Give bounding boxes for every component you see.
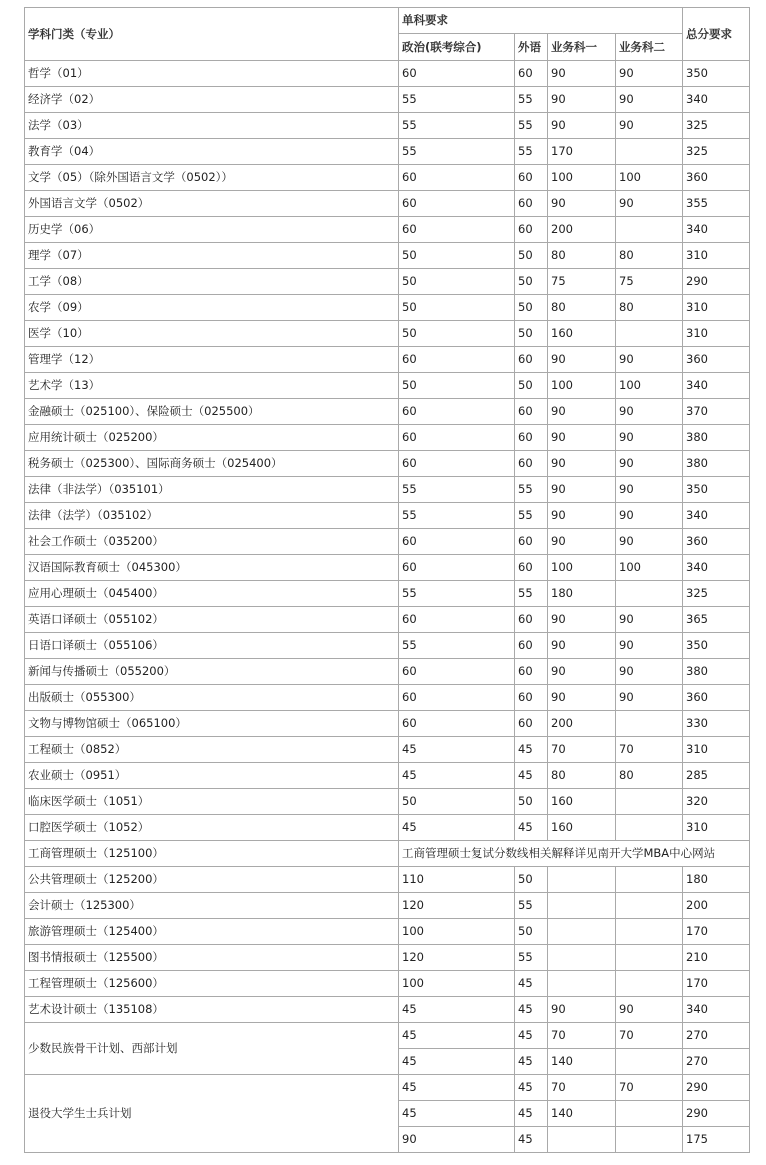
subject-1-cell: 200 (548, 217, 616, 243)
foreign-language-cell: 45 (515, 815, 548, 841)
subject-2-cell: 90 (616, 503, 683, 529)
category-cell: 农学（09） (25, 295, 399, 321)
politics-cell: 45 (399, 763, 515, 789)
table-row (25, 321, 750, 347)
politics-cell: 55 (399, 87, 515, 113)
foreign-language-cell: 45 (515, 737, 548, 763)
foreign-language-cell: 55 (515, 139, 548, 165)
total-cell: 340 (683, 373, 750, 399)
foreign-language-cell: 60 (515, 711, 548, 737)
subject-1-cell: 90 (548, 61, 616, 87)
subject-1-cell: 140 (548, 1101, 616, 1127)
subject-2-cell: 90 (616, 477, 683, 503)
total-cell: 350 (683, 477, 750, 503)
foreign-language-cell: 60 (515, 217, 548, 243)
table-row (25, 919, 750, 945)
total-cell: 325 (683, 139, 750, 165)
subject-1-cell: 90 (548, 503, 616, 529)
subject-1-cell: 90 (548, 113, 616, 139)
category-cell: 汉语国际教育硕士（045300） (25, 555, 399, 581)
total-cell: 350 (683, 633, 750, 659)
category-cell: 艺术学（13） (25, 373, 399, 399)
subject-1-cell: 90 (548, 607, 616, 633)
subject-1-cell (548, 945, 616, 971)
politics-cell: 100 (399, 971, 515, 997)
category-cell: 历史学（06） (25, 217, 399, 243)
total-cell: 270 (683, 1023, 750, 1049)
header-category: 学科门类（专业） (25, 8, 399, 61)
subject-1-cell: 100 (548, 165, 616, 191)
category-cell: 农业硕士（0951） (25, 763, 399, 789)
table-row (25, 893, 750, 919)
subject-1-cell: 75 (548, 269, 616, 295)
category-cell: 工程硕士（0852） (25, 737, 399, 763)
foreign-language-cell: 60 (515, 607, 548, 633)
politics-cell: 60 (399, 529, 515, 555)
foreign-language-cell: 50 (515, 321, 548, 347)
subject-2-cell (616, 815, 683, 841)
mba-note-cell: 工商管理硕士复试分数线相关解释详见南开大学MBA中心网站 (399, 841, 750, 867)
table-row-mba (25, 841, 750, 867)
subject-1-cell: 90 (548, 659, 616, 685)
table-row-minority (25, 1023, 750, 1049)
table-row (25, 399, 750, 425)
foreign-language-cell: 60 (515, 165, 548, 191)
table-row (25, 971, 750, 997)
politics-cell: 45 (399, 1101, 515, 1127)
subject-2-cell (616, 321, 683, 347)
politics-cell: 55 (399, 139, 515, 165)
subject-2-cell: 70 (616, 1075, 683, 1101)
subject-2-cell: 90 (616, 425, 683, 451)
politics-cell: 55 (399, 581, 515, 607)
subject-2-cell (616, 581, 683, 607)
category-cell: 退役大学生士兵计划 (25, 1075, 399, 1153)
total-cell: 365 (683, 607, 750, 633)
subject-2-cell: 90 (616, 61, 683, 87)
total-cell: 360 (683, 165, 750, 191)
politics-cell: 110 (399, 867, 515, 893)
total-cell: 170 (683, 919, 750, 945)
subject-2-cell (616, 893, 683, 919)
table-row (25, 945, 750, 971)
politics-cell: 100 (399, 919, 515, 945)
subject-1-cell: 90 (548, 425, 616, 451)
header-subject-1: 业务科一 (548, 34, 616, 61)
subject-1-cell: 160 (548, 321, 616, 347)
politics-cell: 50 (399, 373, 515, 399)
category-cell: 理学（07） (25, 243, 399, 269)
subject-1-cell (548, 1127, 616, 1153)
subject-2-cell: 90 (616, 113, 683, 139)
politics-cell: 60 (399, 685, 515, 711)
foreign-language-cell: 55 (515, 113, 548, 139)
category-cell: 外国语言文学（0502） (25, 191, 399, 217)
category-cell: 管理学（12） (25, 347, 399, 373)
category-cell: 英语口译硕士（055102） (25, 607, 399, 633)
table-row (25, 217, 750, 243)
category-cell: 工商管理硕士（125100） (25, 841, 399, 867)
header-total: 总分要求 (683, 8, 750, 61)
subject-1-cell: 70 (548, 737, 616, 763)
subject-2-cell: 90 (616, 87, 683, 113)
total-cell: 290 (683, 269, 750, 295)
subject-2-cell (616, 971, 683, 997)
category-cell: 金融硕士（025100）、保险硕士（025500） (25, 399, 399, 425)
total-cell: 200 (683, 893, 750, 919)
table-row (25, 503, 750, 529)
foreign-language-cell: 45 (515, 971, 548, 997)
header-politics: 政治(联考综合) (399, 34, 515, 61)
total-cell: 310 (683, 321, 750, 347)
table-row (25, 633, 750, 659)
foreign-language-cell: 50 (515, 295, 548, 321)
politics-cell: 45 (399, 1075, 515, 1101)
foreign-language-cell: 60 (515, 633, 548, 659)
category-cell: 图书情报硕士（125500） (25, 945, 399, 971)
politics-cell: 60 (399, 555, 515, 581)
category-cell: 日语口译硕士（055106） (25, 633, 399, 659)
total-cell: 330 (683, 711, 750, 737)
foreign-language-cell: 55 (515, 503, 548, 529)
subject-2-cell (616, 1049, 683, 1075)
total-cell: 380 (683, 451, 750, 477)
category-cell: 口腔医学硕士（1052） (25, 815, 399, 841)
header-subject-2: 业务科二 (616, 34, 683, 61)
table-row (25, 191, 750, 217)
politics-cell: 60 (399, 607, 515, 633)
subject-2-cell (616, 945, 683, 971)
total-cell: 310 (683, 737, 750, 763)
politics-cell: 60 (399, 165, 515, 191)
table-row (25, 659, 750, 685)
subject-2-cell: 90 (616, 659, 683, 685)
foreign-language-cell: 55 (515, 477, 548, 503)
total-cell: 320 (683, 789, 750, 815)
table-row (25, 815, 750, 841)
category-cell: 少数民族骨干计划、西部计划 (25, 1023, 399, 1075)
table-row (25, 451, 750, 477)
total-cell: 380 (683, 425, 750, 451)
total-cell: 310 (683, 243, 750, 269)
total-cell: 370 (683, 399, 750, 425)
politics-cell: 55 (399, 113, 515, 139)
foreign-language-cell: 50 (515, 269, 548, 295)
foreign-language-cell: 55 (515, 581, 548, 607)
subject-2-cell: 100 (616, 555, 683, 581)
politics-cell: 45 (399, 815, 515, 841)
total-cell: 340 (683, 555, 750, 581)
subject-1-cell: 90 (548, 347, 616, 373)
table-row (25, 243, 750, 269)
politics-cell: 45 (399, 737, 515, 763)
subject-2-cell: 90 (616, 399, 683, 425)
subject-2-cell: 90 (616, 633, 683, 659)
politics-cell: 60 (399, 399, 515, 425)
header-single-subject: 单科要求 (399, 8, 683, 34)
category-cell: 临床医学硕士（1051） (25, 789, 399, 815)
subject-2-cell: 100 (616, 373, 683, 399)
politics-cell: 50 (399, 321, 515, 347)
table-row (25, 555, 750, 581)
politics-cell: 60 (399, 347, 515, 373)
total-cell: 380 (683, 659, 750, 685)
subject-1-cell: 100 (548, 555, 616, 581)
table-row (25, 867, 750, 893)
table-row-veteran (25, 1075, 750, 1101)
subject-2-cell: 90 (616, 997, 683, 1023)
category-cell: 法学（03） (25, 113, 399, 139)
category-cell: 应用统计硕士（025200） (25, 425, 399, 451)
subject-1-cell: 90 (548, 451, 616, 477)
subject-2-cell: 80 (616, 763, 683, 789)
subject-1-cell: 80 (548, 243, 616, 269)
category-cell: 工程管理硕士（125600） (25, 971, 399, 997)
subject-1-cell: 90 (548, 87, 616, 113)
foreign-language-cell: 45 (515, 1127, 548, 1153)
foreign-language-cell: 55 (515, 87, 548, 113)
total-cell: 310 (683, 295, 750, 321)
subject-2-cell: 70 (616, 1023, 683, 1049)
politics-cell: 45 (399, 997, 515, 1023)
politics-cell: 45 (399, 1023, 515, 1049)
category-cell: 新闻与传播硕士（055200） (25, 659, 399, 685)
politics-cell: 60 (399, 425, 515, 451)
subject-1-cell: 180 (548, 581, 616, 607)
foreign-language-cell: 45 (515, 1075, 548, 1101)
total-cell: 180 (683, 867, 750, 893)
category-cell: 旅游管理硕士（125400） (25, 919, 399, 945)
table-row (25, 477, 750, 503)
politics-cell: 55 (399, 633, 515, 659)
category-cell: 出版硕士（055300） (25, 685, 399, 711)
category-cell: 教育学（04） (25, 139, 399, 165)
foreign-language-cell: 50 (515, 373, 548, 399)
subject-2-cell (616, 139, 683, 165)
foreign-language-cell: 50 (515, 243, 548, 269)
foreign-language-cell: 60 (515, 555, 548, 581)
subject-2-cell: 100 (616, 165, 683, 191)
category-cell: 哲学（01） (25, 61, 399, 87)
subject-2-cell: 90 (616, 685, 683, 711)
total-cell: 170 (683, 971, 750, 997)
subject-1-cell: 90 (548, 997, 616, 1023)
category-cell: 文学（05）（除外国语言文学（0502）） (25, 165, 399, 191)
category-cell: 社会工作硕士（035200） (25, 529, 399, 555)
subject-2-cell: 90 (616, 451, 683, 477)
total-cell: 290 (683, 1075, 750, 1101)
category-cell: 艺术设计硕士（135108） (25, 997, 399, 1023)
category-cell: 会计硕士（125300） (25, 893, 399, 919)
subject-2-cell: 90 (616, 347, 683, 373)
total-cell: 360 (683, 529, 750, 555)
total-cell: 325 (683, 113, 750, 139)
table-row (25, 61, 750, 87)
subject-1-cell (548, 919, 616, 945)
total-cell: 290 (683, 1101, 750, 1127)
category-cell: 税务硕士（025300）、国际商务硕士（025400） (25, 451, 399, 477)
table-row (25, 685, 750, 711)
subject-1-cell: 90 (548, 399, 616, 425)
subject-1-cell: 90 (548, 633, 616, 659)
table-row (25, 763, 750, 789)
table-row (25, 87, 750, 113)
foreign-language-cell: 45 (515, 997, 548, 1023)
foreign-language-cell: 50 (515, 867, 548, 893)
total-cell: 360 (683, 685, 750, 711)
total-cell: 310 (683, 815, 750, 841)
foreign-language-cell: 60 (515, 659, 548, 685)
foreign-language-cell: 60 (515, 451, 548, 477)
politics-cell: 50 (399, 295, 515, 321)
subject-1-cell: 90 (548, 685, 616, 711)
politics-cell: 50 (399, 269, 515, 295)
category-cell: 经济学（02） (25, 87, 399, 113)
category-cell: 工学（08） (25, 269, 399, 295)
subject-1-cell: 90 (548, 529, 616, 555)
table-row (25, 425, 750, 451)
politics-cell: 45 (399, 1049, 515, 1075)
table-row (25, 529, 750, 555)
category-cell: 公共管理硕士（125200） (25, 867, 399, 893)
foreign-language-cell: 45 (515, 763, 548, 789)
header-row-1 (25, 8, 750, 34)
subject-2-cell (616, 789, 683, 815)
foreign-language-cell: 60 (515, 425, 548, 451)
foreign-language-cell: 45 (515, 1049, 548, 1075)
subject-2-cell: 90 (616, 191, 683, 217)
subject-2-cell (616, 919, 683, 945)
politics-cell: 120 (399, 945, 515, 971)
table-row (25, 997, 750, 1023)
subject-2-cell (616, 1101, 683, 1127)
total-cell: 355 (683, 191, 750, 217)
foreign-language-cell: 55 (515, 893, 548, 919)
foreign-language-cell: 60 (515, 685, 548, 711)
politics-cell: 50 (399, 789, 515, 815)
total-cell: 325 (683, 581, 750, 607)
subject-1-cell: 160 (548, 815, 616, 841)
subject-1-cell: 100 (548, 373, 616, 399)
table-row (25, 711, 750, 737)
category-cell: 应用心理硕士（045400） (25, 581, 399, 607)
header-foreign-language: 外语 (515, 34, 548, 61)
total-cell: 360 (683, 347, 750, 373)
table-row (25, 269, 750, 295)
politics-cell: 55 (399, 477, 515, 503)
foreign-language-cell: 60 (515, 399, 548, 425)
total-cell: 340 (683, 87, 750, 113)
total-cell: 340 (683, 503, 750, 529)
subject-2-cell: 80 (616, 243, 683, 269)
category-cell: 法律（非法学）（035101） (25, 477, 399, 503)
table-row (25, 581, 750, 607)
subject-1-cell: 80 (548, 295, 616, 321)
politics-cell: 60 (399, 659, 515, 685)
table-row (25, 165, 750, 191)
foreign-language-cell: 55 (515, 945, 548, 971)
foreign-language-cell: 60 (515, 191, 548, 217)
category-cell: 文物与博物馆硕士（065100） (25, 711, 399, 737)
subject-1-cell: 200 (548, 711, 616, 737)
politics-cell: 60 (399, 451, 515, 477)
foreign-language-cell: 60 (515, 529, 548, 555)
category-cell: 医学（10） (25, 321, 399, 347)
subject-2-cell (616, 711, 683, 737)
total-cell: 340 (683, 217, 750, 243)
subject-1-cell (548, 893, 616, 919)
politics-cell: 55 (399, 503, 515, 529)
politics-cell: 60 (399, 711, 515, 737)
subject-1-cell: 70 (548, 1023, 616, 1049)
subject-2-cell (616, 217, 683, 243)
subject-1-cell: 80 (548, 763, 616, 789)
politics-cell: 50 (399, 243, 515, 269)
subject-1-cell: 90 (548, 477, 616, 503)
total-cell: 175 (683, 1127, 750, 1153)
subject-2-cell (616, 867, 683, 893)
subject-1-cell: 90 (548, 191, 616, 217)
subject-2-cell: 75 (616, 269, 683, 295)
table-row (25, 737, 750, 763)
subject-1-cell: 70 (548, 1075, 616, 1101)
table-row (25, 347, 750, 373)
total-cell: 350 (683, 61, 750, 87)
subject-2-cell: 70 (616, 737, 683, 763)
table-row (25, 789, 750, 815)
politics-cell: 60 (399, 191, 515, 217)
politics-cell: 120 (399, 893, 515, 919)
politics-cell: 60 (399, 61, 515, 87)
table-row (25, 373, 750, 399)
total-cell: 210 (683, 945, 750, 971)
table-row (25, 139, 750, 165)
total-cell: 270 (683, 1049, 750, 1075)
category-cell: 法律（法学）（035102） (25, 503, 399, 529)
subject-1-cell: 140 (548, 1049, 616, 1075)
foreign-language-cell: 50 (515, 919, 548, 945)
subject-2-cell: 90 (616, 607, 683, 633)
politics-cell: 60 (399, 217, 515, 243)
table-row (25, 607, 750, 633)
subject-2-cell: 90 (616, 529, 683, 555)
subject-2-cell (616, 1127, 683, 1153)
foreign-language-cell: 45 (515, 1023, 548, 1049)
total-cell: 340 (683, 997, 750, 1023)
table-row (25, 295, 750, 321)
table-row (25, 113, 750, 139)
subject-2-cell: 80 (616, 295, 683, 321)
foreign-language-cell: 60 (515, 347, 548, 373)
subject-1-cell (548, 867, 616, 893)
foreign-language-cell: 60 (515, 61, 548, 87)
total-cell: 285 (683, 763, 750, 789)
foreign-language-cell: 50 (515, 789, 548, 815)
subject-1-cell: 160 (548, 789, 616, 815)
foreign-language-cell: 45 (515, 1101, 548, 1127)
subject-1-cell: 170 (548, 139, 616, 165)
score-requirements-table (24, 7, 750, 1153)
subject-1-cell (548, 971, 616, 997)
politics-cell: 90 (399, 1127, 515, 1153)
